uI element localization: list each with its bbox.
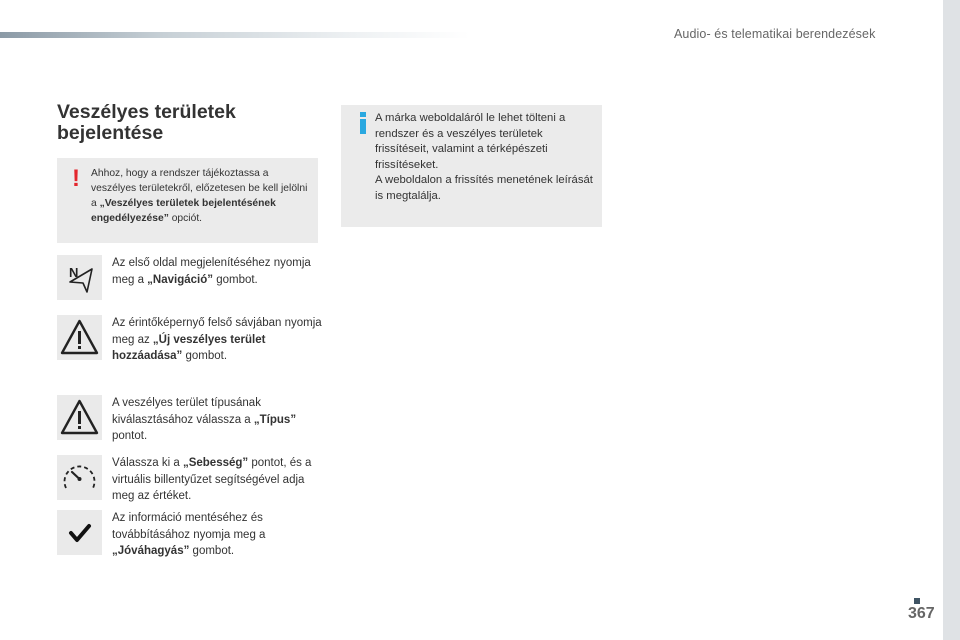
step-text-after: gombot. [182, 350, 228, 362]
exclamation-icon: ! [72, 165, 80, 192]
warning-text-bold: „Veszélyes területek bejelentésének engedélyezése” [91, 198, 276, 224]
step-text-bold: „Típus” [253, 413, 297, 426]
step-text-after: gombot. [213, 273, 258, 286]
step-text-bold: „Sebesség” [182, 457, 249, 469]
step-text-bold: „Új veszélyes terület hozzáadása” [112, 333, 266, 362]
header-gradient-bar [0, 32, 470, 38]
step-text [112, 510, 327, 560]
step-text-before: Az érintőképernyő felső sávjában nyomja meg az [112, 317, 322, 346]
step-text-after: pontot, és a virtuális billentyűzet segítségével adja meg az értéket. [112, 457, 312, 502]
warning-text-before: Ahhoz, hogy a rendszer tájékoztassa a veszélyes területekről, előzetesen be kell jelölni a [91, 168, 308, 209]
warning-text-after: opciót. [168, 213, 203, 224]
step-text-before: Az első oldal megjelenítéséhez nyomja meg a [112, 257, 311, 286]
step-text [112, 255, 327, 288]
step-text-bold: „Jóváhagyás” [112, 545, 190, 557]
info-text-line1: A márka weboldaláról le lehet tölteni a rendszer és a veszélyes területek frissítéseit, valamint a térképészeti frissítéseket. [375, 112, 566, 171]
step-text [112, 455, 327, 505]
info-text [375, 111, 597, 204]
svg-text:N: N [69, 265, 79, 280]
info-note [341, 105, 602, 227]
step-text-before: Az információ mentéséhez és továbbításához nyomja meg a [112, 512, 266, 541]
step-text [112, 395, 327, 445]
warning-text [91, 166, 313, 226]
checkmark-icon [57, 510, 102, 555]
step-text-bold: „Navigáció” [147, 273, 213, 286]
warning-note [57, 158, 318, 243]
speedometer-icon [57, 455, 102, 500]
step-text-before: Válassza ki a [112, 457, 183, 469]
navigation-icon [57, 255, 102, 300]
page-number: 367 [908, 605, 935, 622]
page-edge-strip [943, 0, 960, 640]
info-icon [353, 111, 373, 135]
info-text-line2: A weboldalon a frissítés menetének leírását is megtalálja. [375, 174, 593, 202]
step-text-after: gombot. [189, 545, 235, 557]
chapter-title: Audio- és telematikai berendezések [674, 27, 876, 41]
step-text [112, 315, 327, 365]
warning-triangle-icon [57, 315, 102, 360]
section-title: Veszélyes területek bejelentése [57, 101, 236, 144]
page-marker [914, 598, 920, 604]
step-text-before: A veszélyes terület típusának kiválasztásához válassza a [112, 397, 261, 426]
warning-triangle-icon [57, 395, 102, 440]
step-text-after: pontot. [112, 430, 148, 442]
